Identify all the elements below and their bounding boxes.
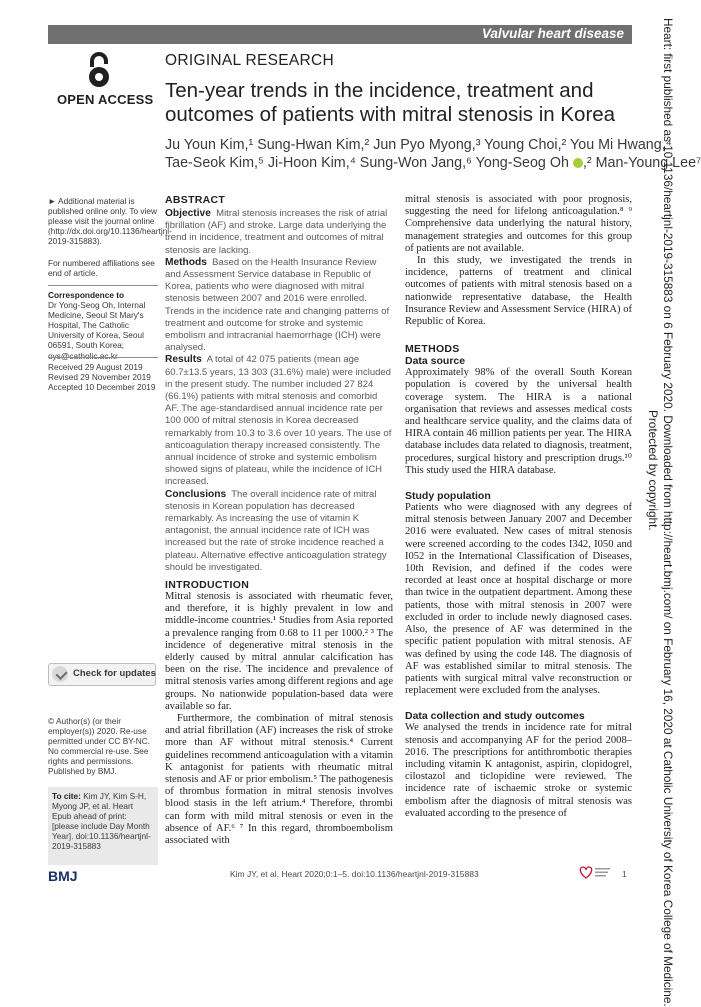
cardiovascular-society-logo	[578, 864, 612, 880]
conclusions-label: Conclusions	[165, 488, 227, 500]
footer-citation: Kim JY, et al. Heart 2020;0:1–5. doi:10.1136/heartjnl-2019-315883	[230, 869, 479, 879]
abstract-body	[165, 208, 393, 574]
abstract-objective	[165, 208, 393, 257]
data-collection-heading: Data collection and study outcomes	[405, 710, 585, 723]
authors-line-2	[165, 155, 701, 171]
authors-line-2-end: ,² Man-Young Lee⁷	[582, 155, 701, 171]
methods-text: Based on the Health Insurance Review and Assessment Service database in Republic of Korea, patients who were diagnosed with mitral stenosis between 2007 and 2016 were enrolled. Trends in the incidence rate and changing patterns of treatment and outcome for stroke and systemic embolism and intracranial haemorrhage (ICH) were analysed.	[165, 256, 390, 354]
introduction-section	[165, 579, 393, 847]
introduction-paragraph-1: Mitral stenosis is associated with rheumatic fever, and therefore, it is highly prevalent in low and middle-income countries.¹ Studies from Asia reported a prevalence ranging from 0.68 to 11 per 1000.² ³ The incidence of degenerative mitral stenosis in the elderly caused by mitral annular calcification has been on the rise. The incidence and prevalence of mitral stenosis varies among different regions and age groups. No nationwide population-based data were available so far.	[165, 591, 393, 712]
download-watermark: Heart: first published as 10.1136/heartjnl-2019-315883 on 6 February 2020. Downloaded from http://heart.bmj.com/ on February 16, 2020 at Catholic University of Korea College of Medicine.	[661, 18, 675, 1007]
abstract-results	[165, 354, 393, 488]
introduction-heading: INTRODUCTION	[165, 579, 250, 591]
check-for-updates-button[interactable]	[48, 663, 156, 686]
objective-text: Mitral stenosis increases the risk of atrial fibrillation (AF) and stroke. Large data underlying the trend in incidence, treatment and outcomes of mitral stenosis are lacking.	[165, 208, 388, 256]
abstract-heading: ABSTRACT	[165, 194, 226, 206]
bmj-logo: BMJ	[48, 868, 78, 884]
data-source-heading: Data source	[405, 355, 466, 368]
check-for-updates-label: Check for updates	[73, 668, 156, 679]
methods-label: Methods	[165, 256, 207, 268]
affiliations-note: For numbered affiliations see end of article.	[48, 258, 155, 279]
abstract-conclusions	[165, 489, 393, 574]
data-source-paragraph: Approximately 98% of the overall South Korean population is covered by the universal health coverage system. The HIRA is a national organisation that reviews and assesses medical costs and healthcare service quality, and the claims data of HIRA contain 46 million patients per year. The HIRA database includes data related to diagnosis, treatment, procedures, surgical history and prescription drugs.¹⁰ This study used the HIRA database.	[405, 367, 632, 476]
section-header-bar	[48, 25, 632, 44]
correspondence-label: Correspondence to	[48, 290, 125, 300]
methods-heading: METHODS	[405, 343, 460, 356]
accepted-date: Accepted 10 December 2019	[48, 382, 156, 393]
open-access-label: OPEN ACCESS	[57, 92, 154, 107]
authors-line-1: Ju Youn Kim,¹ Sung-Hwan Kim,² Jun Pyo Myong,³ Young Choi,² You Mi Hwang,⁴	[165, 137, 672, 153]
study-population-paragraph: Patients who were diagnosed with any degrees of mitral stenosis between January 2007 and December 2016 were evaluated. New cases of mitral stenosis were screened according to the codes I342, I050 and I052 in the International Classification of Diseases, 10th Revision, and defined if the codes were recorded at least once at hospital discharge or more than twice in the outpatient department. Among these patients, those with mitral stenosis in 2007 were excluded in order to include newly diagnosed cases. Also, the presence of AF was determined in the specific patient population with mitral stenosis. AF was defined by using the code I48. The diagnosis of AF was established similar to mitral stenosis. The patients with surgical mitral valve reconstruction or replacement were excluded from the analyses.	[405, 502, 632, 697]
orcid-icon[interactable]	[573, 158, 583, 168]
abstract-methods	[165, 257, 393, 355]
copyright-watermark: Protected by copyright.	[646, 410, 660, 531]
study-aim-paragraph: In this study, we investigated the trends in incidence, patterns of treatment and clinical outcomes of patients with mitral stenosis based on a nationwide representative database, the Health Insurance Review and Assessment Service (HIRA) of Republic of Korea.	[405, 255, 632, 328]
right-column	[405, 194, 632, 820]
divider	[48, 357, 158, 358]
page-number: 1	[622, 869, 627, 879]
received-date: Received 29 August 2019	[48, 362, 143, 372]
correspondence-text: Dr Yong-Seog Oh, Internal Medicine, Seoul St Mary's Hospital, The Catholic University of Korea, Seoul 06591, South Korea; oys@catholic.ac.kr	[48, 300, 146, 361]
introduction-paragraph-2: Furthermore, the combination of mitral stenosis and atrial fibrillation (AF) increases the risk of stroke more than AF without mitral stenosis.⁴ Current guidelines recommend anticoagulation with a vitamin K antagonist for patients with rheumatic mitral stenosis and AF or prior embolism.⁵ The pathogenesis of thrombus formation in mitral stenosis involves blood stasis in the left atrium.⁴ Therefore, thrombi can form with mild mitral stenosis or even in the absence of AF.⁶ ⁷ In this regard, thromboembolism associated with	[165, 713, 393, 847]
objective-label: Objective	[165, 208, 211, 219]
open-access-lock-icon	[86, 52, 112, 88]
article-title-line-2: outcomes of patients with mitral stenosis in Korea	[165, 103, 616, 126]
citation-box	[48, 787, 158, 865]
article-dates	[48, 362, 158, 392]
authors-line-2-text: Tae-Seok Kim,⁵ Ji-Hoon Kim,⁴ Sung-Won Jang,⁶ Yong-Seog Oh	[165, 155, 569, 171]
citation-label: To cite:	[52, 791, 81, 801]
divider	[48, 285, 158, 286]
conclusions-text: The overall incidence rate of mitral stenosis in Korean population has decreased remarkably. As increasing the use of vitamin K antagonist, the annual incidence rate of ICH was increased but the rate of stroke incidence reached a plateau. Alternative effective anticoagulation strategy should be investigated.	[165, 488, 387, 573]
intro-continued-paragraph: mitral stenosis is associated with poor prognosis, suggesting the need for lifelong anticoagulation.⁸ ⁹ Comprehensive data underlying the natural history, management strategies and outcomes for this group of patients are not available.	[405, 194, 632, 254]
revised-date: Revised 29 November 2019	[48, 372, 151, 383]
copyright-note: © Author(s) (or their employer(s)) 2020. Re-use permitted under CC BY-NC. No commercial re-use. See rights and permissions. Published by BMJ.	[48, 716, 151, 777]
supplementary-note: ► Additional material is published online only. To view please visit the journal online (http://dx.doi.org/10.1136/heartjnl-2019-315883).	[48, 196, 172, 247]
citation-content	[52, 791, 154, 852]
data-collection-paragraph: We analysed the trends in incidence rate for mitral stenosis and accompanying AF for the period 2008–2016. The prescriptions for antithrombotic therapies including vitamin K antagonist, aspirin, clopidogrel, cilostazol and ticlopidine were reviewed. The incidence rate of ischaemic stroke or systemic embolism after the diagnosis of mitral stenosis was evaluated according to the presence of	[405, 722, 632, 819]
article-title-line-1: Ten-year trends in the incidence, treatment and	[165, 79, 594, 102]
citation-text: Kim JY, Kim S-H, Myong JP, et al. Heart Epub ahead of print: [please include Day Month Year]. doi:10.1136/heartjnl-2019-315883	[52, 791, 151, 852]
correspondence-block	[48, 290, 158, 361]
results-text: A total of 42 075 patients (mean age 60.7±13.5 years, 13 303 (31.6%) male) were included in the present study. The number included 27 824 (66.1%) patients with mitral stenosis and comorbid AF. The age-standardised annual incidence rate per 100 000 of mitral stenosis in Korea decreased remarkably from 10.3 to 3.6 over 10 years. The use of anticoagulation therapy increased consistently. The annual incidence of stroke and systemic embolism showed signs of plateau, while the incidence of ICH increased.	[165, 354, 392, 488]
journal-section-label: Valvular heart disease	[481, 26, 624, 41]
article-type: ORIGINAL RESEARCH	[165, 52, 335, 69]
study-population-heading: Study population	[405, 490, 491, 503]
results-label: Results	[165, 354, 202, 366]
check-mark-icon	[52, 666, 68, 682]
